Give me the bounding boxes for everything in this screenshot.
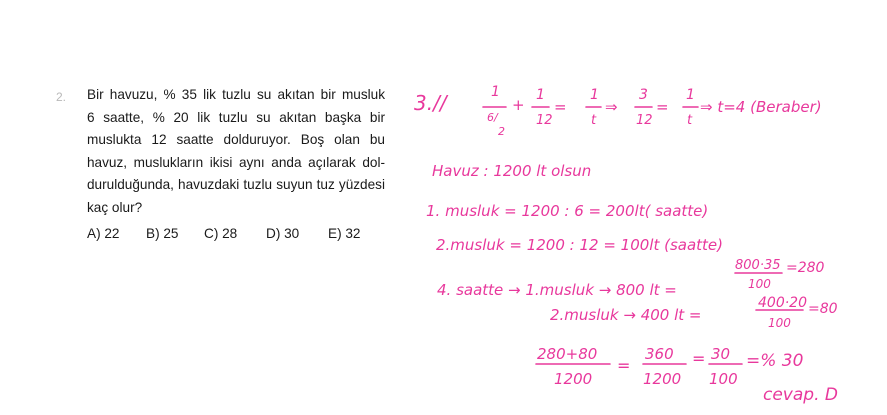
answer-note: cevap. D [763, 385, 838, 405]
saat4-calc-a-den: 100 [748, 277, 771, 291]
equals-sign: = [656, 98, 669, 116]
mid-denominator: 1200 [643, 370, 682, 388]
choice-e: E) 32 [328, 226, 361, 241]
frac-1-den: 6/ [487, 111, 498, 124]
frac-5-num: 1 [686, 87, 695, 103]
result-denominator: 100 [709, 370, 738, 388]
frac-1-num: 1 [491, 84, 500, 100]
result-numerator: 30 [711, 345, 731, 363]
question-line: havuz, muslukların ikisi aynı anda açılarak dol- [87, 154, 385, 170]
question-line: Bir havuzu, % 35 lik tuzlu su akıtan bir musluk [87, 87, 385, 102]
saat4-line-b: 2.musluk → 400 lt = [550, 306, 702, 324]
choice-d: D) 30 [266, 226, 300, 241]
havuz-line: Havuz : 1200 lt olsun [432, 162, 592, 180]
question-line: kaç olur? [87, 199, 143, 215]
frac-4-num: 3 [639, 87, 648, 103]
saat4-line-a: 4. saatte → 1.musluk → 800 lt = [437, 281, 677, 299]
saat4-calc-a-num: 800·35 [735, 258, 781, 273]
frac-1-den2: 2 [498, 125, 505, 138]
choice-c: C) 28 [204, 226, 238, 241]
plus-sign: + [512, 96, 525, 114]
implies-sign: ⇒ [605, 98, 618, 116]
question-line: durulduğunda, havuzdaki tuzlu suyun tuz yüzdesi [87, 177, 385, 193]
equals-sign: = [617, 356, 631, 375]
frac-2-den: 12 [536, 113, 553, 128]
equals-sign: = [554, 98, 567, 116]
t-result: ⇒ t=4 (Beraber) [700, 98, 822, 116]
question-line: muslukta 12 saatte dolduruyor. Boş olan bu [87, 132, 385, 148]
choice-b: B) 25 [146, 226, 179, 241]
question-number: 2. [56, 90, 67, 104]
choice-a: A) 22 [87, 226, 120, 241]
frac-3-num: 1 [590, 87, 599, 103]
saat4-calc-b-num: 400·20 [758, 295, 807, 311]
musluk2-line: 2.musluk = 1200 : 12 = 100lt (saatte) [436, 236, 724, 254]
frac-4-den: 12 [636, 113, 653, 128]
sum-numerator: 280+80 [537, 345, 598, 363]
solution-label: 3.// [414, 91, 447, 115]
frac-5-den: t [687, 113, 693, 128]
sum-denominator: 1200 [554, 370, 593, 388]
equals-sign: = [692, 349, 706, 368]
mid-numerator: 360 [645, 345, 674, 363]
frac-2-num: 1 [536, 87, 545, 103]
result-percent: =% 30 [746, 351, 804, 371]
frac-3-den: t [591, 113, 597, 128]
question-line: 6 saatte, % 20 lik tuzlu su akıtan başka bir [87, 109, 385, 125]
saat4-calc-a-res: =280 [786, 260, 825, 276]
saat4-calc-b-den: 100 [768, 316, 791, 330]
saat4-calc-b-res: =80 [808, 301, 838, 317]
musluk1-line: 1. musluk = 1200 : 6 = 200lt( saatte) [426, 202, 709, 220]
